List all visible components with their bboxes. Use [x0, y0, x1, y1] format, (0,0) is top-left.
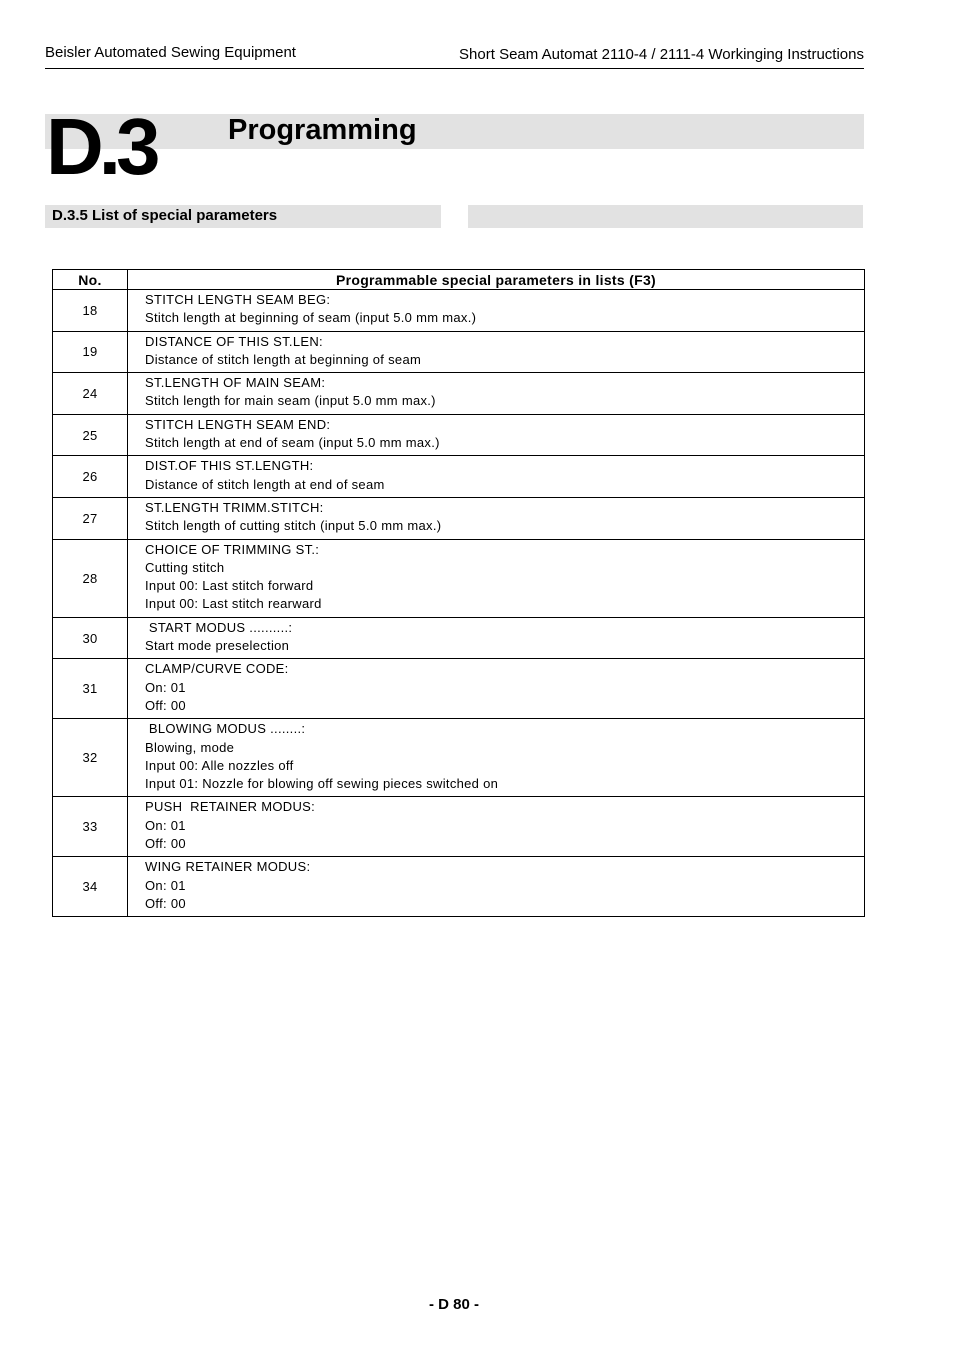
parameter-description: [128, 857, 865, 917]
parameter-description: [128, 331, 865, 373]
table-row: [53, 857, 865, 917]
table-row: [53, 414, 865, 456]
table-row: [53, 331, 865, 373]
parameter-detail-line: Input 00: Last stitch forward: [145, 578, 314, 594]
parameter-number: 28: [53, 539, 128, 617]
parameter-detail-line: Off: 00: [145, 895, 186, 911]
parameter-detail-line: Blowing, mode: [145, 739, 235, 755]
header-document-title: Short Seam Automat 2110-4 / 2111-4 Workinging Instructions: [459, 46, 864, 63]
parameter-detail-line: Start mode preselection: [145, 638, 290, 654]
parameter-name: DIST.OF THIS ST.LENGTH:: [145, 458, 314, 474]
table-header-row: [53, 270, 865, 290]
parameter-detail-line: Distance of stitch length at end of seam: [145, 476, 385, 492]
parameter-number: 26: [53, 456, 128, 498]
table-row: [53, 290, 865, 332]
table-row: [53, 373, 865, 415]
parameter-description: [128, 539, 865, 617]
special-parameters-table: [52, 269, 865, 917]
column-header-no: No.: [53, 270, 128, 290]
section-side-band: [468, 205, 863, 228]
parameter-number: 33: [53, 797, 128, 857]
parameter-name: ST.LENGTH OF MAIN SEAM:: [145, 375, 326, 391]
parameter-number: 25: [53, 414, 128, 456]
parameter-number: 31: [53, 659, 128, 719]
parameter-detail-line: On: 01: [145, 877, 186, 893]
parameter-number: 32: [53, 719, 128, 797]
parameter-number: 30: [53, 617, 128, 659]
chapter-title: Programming: [228, 114, 417, 146]
parameter-detail-line: On: 01: [145, 679, 186, 695]
section-title: D.3.5 List of special parameters: [52, 207, 278, 224]
parameter-description: [128, 414, 865, 456]
parameter-detail-line: Off: 00: [145, 836, 186, 852]
parameter-number: 18: [53, 290, 128, 332]
parameter-detail-line: Off: 00: [145, 697, 186, 713]
parameter-name: BLOWING MODUS ........:: [145, 721, 306, 737]
parameter-detail-line: On: 01: [145, 817, 186, 833]
chapter-title-band: [45, 114, 864, 149]
parameter-number: 24: [53, 373, 128, 415]
parameter-description: [128, 373, 865, 415]
parameter-name: STITCH LENGTH SEAM END:: [145, 416, 331, 432]
table-row: [53, 719, 865, 797]
parameter-name: START MODUS ..........:: [145, 619, 293, 635]
column-header-parameters: Programmable special parameters in lists (F3): [128, 270, 865, 290]
table-row: [53, 456, 865, 498]
table-row: [53, 617, 865, 659]
parameter-detail-line: Cutting stitch: [145, 559, 225, 575]
parameter-description: [128, 497, 865, 539]
parameter-name: PUSH RETAINER MODUS:: [145, 799, 316, 815]
parameter-name: ST.LENGTH TRIMM.STITCH:: [145, 499, 324, 515]
parameter-description: [128, 719, 865, 797]
table-row: [53, 659, 865, 719]
parameter-name: CHOICE OF TRIMMING ST.:: [145, 541, 320, 557]
parameter-detail-line: Input 01: Nozzle for blowing off sewing pieces switched on: [145, 776, 499, 792]
parameter-description: [128, 659, 865, 719]
parameter-number: 27: [53, 497, 128, 539]
parameter-detail-line: Stitch length of cutting stitch (input 5.0 mm max.): [145, 518, 442, 534]
parameter-description: [128, 290, 865, 332]
chapter-number: D.3: [46, 102, 156, 191]
parameter-number: 34: [53, 857, 128, 917]
parameter-detail-line: Distance of stitch length at beginning of seam: [145, 351, 422, 367]
parameter-name: DISTANCE OF THIS ST.LEN:: [145, 333, 323, 349]
header-company: Beisler Automated Sewing Equipment: [45, 44, 296, 61]
parameter-name: CLAMP/CURVE CODE:: [145, 661, 289, 677]
parameter-detail-line: Input 00: Last stitch rearward: [145, 596, 322, 612]
parameter-description: [128, 797, 865, 857]
table-body: [53, 290, 865, 917]
parameter-name: WING RETAINER MODUS:: [145, 859, 311, 875]
parameter-detail-line: Stitch length at end of seam (input 5.0 mm max.): [145, 435, 440, 451]
table-row: [53, 797, 865, 857]
parameter-detail-line: Stitch length for main seam (input 5.0 mm max.): [145, 393, 436, 409]
parameter-detail-line: Stitch length at beginning of seam (input 5.0 mm max.): [145, 310, 477, 326]
parameter-number: 19: [53, 331, 128, 373]
parameter-description: [128, 456, 865, 498]
table-row: [53, 539, 865, 617]
parameter-detail-line: Input 00: Alle nozzles off: [145, 757, 294, 773]
parameter-name: STITCH LENGTH SEAM BEG:: [145, 292, 331, 307]
page-number: - D 80 -: [428, 1296, 479, 1313]
table-row: [53, 497, 865, 539]
parameter-description: [128, 617, 865, 659]
header-divider: [45, 68, 864, 69]
